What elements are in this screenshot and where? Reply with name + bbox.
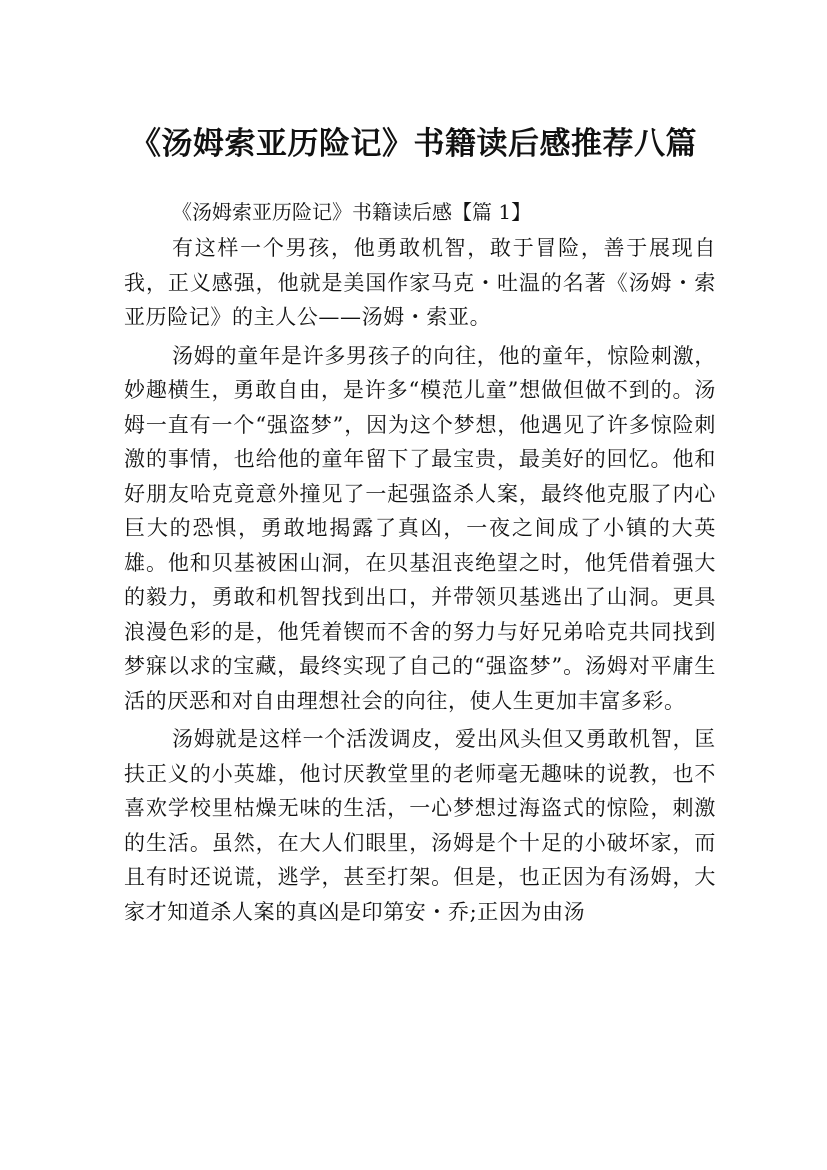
document-body: [124, 197, 716, 933]
paragraph-2: 汤姆的童年是许多男孩子的向往，他的童年，惊险刺激，妙趣横生，勇敢自由，是许多“模范儿童”想做但做不到的。汤姆一直有一个“强盗梦”，因为这个梦想，他遇见了许多惊险刺激的事情，也给他的童年留下了最宝贵，最美好的回忆。他和好朋友哈克竟意外撞见了一起强盗杀人案，最终他克服了内心巨大的恐惧，勇敢地揭露了真凶，一夜之间成了小镇的大英雄。他和贝基被困山洞，在贝基沮丧绝望之时，他凭借着强大的毅力，勇敢和机智找到出口，并带领贝基逃出了山洞。更具浪漫色彩的是，他凭着锲而不舍的努力与好兄弟哈克共同找到梦寐以求的宝藏，最终实现了自己的“强盗梦”。汤姆对平庸生活的厌恶和对自由理想社会的向往，使人生更加丰富多彩。: [124, 343, 716, 713]
document-title: 《汤姆索亚历险记》书籍读后感推荐八篇: [130, 125, 697, 162]
section-heading: 《汤姆索亚历险记》书籍读后感【篇 1】: [172, 200, 532, 224]
paragraph-1: 有这样一个男孩，他勇敢机智，敢于冒险，善于展现自我，正义感强，他就是美国作家马克・吐温的名著《汤姆・索亚历险记》的主人公——汤姆・索亚。: [124, 236, 716, 329]
paragraph-3: 汤姆就是这样一个活泼调皮，爱出风头但又勇敢机智，匡扶正义的小英雄，他讨厌教堂里的老师毫无趣味的说教，也不喜欢学校里枯燥无味的生活，一心梦想过海盗式的惊险，刺激的生活。虽然，在大人们眼里，汤姆是个十足的小破坏家，而且有时还说谎，逃学，甚至打架。但是，也正因为有汤姆，大家才知道杀人案的真凶是印第安・乔;正因为由汤: [124, 727, 716, 924]
